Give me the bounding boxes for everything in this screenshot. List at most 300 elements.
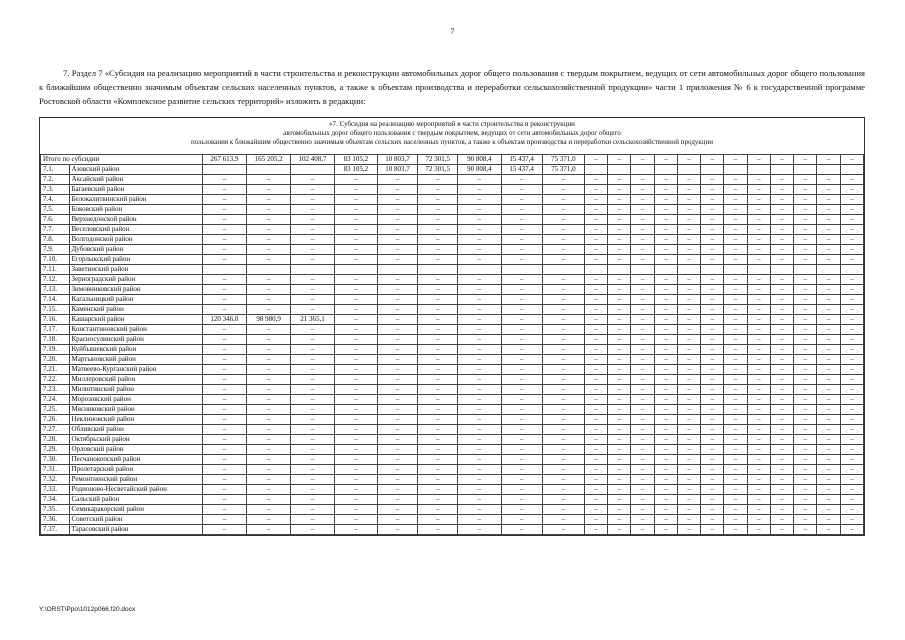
value-cell: –: [202, 335, 246, 345]
value-cell: –: [608, 205, 631, 215]
value-cell: –: [334, 355, 377, 365]
value-cell: –: [418, 525, 458, 535]
value-cell: –: [542, 445, 584, 455]
value-cell: –: [334, 205, 377, 215]
value-cell: –: [770, 485, 793, 495]
value-cell: –: [747, 515, 770, 525]
row-number: 7.31.: [41, 465, 70, 475]
value-cell: –: [794, 525, 817, 535]
value-cell: –: [202, 355, 246, 365]
value-cell: –: [542, 435, 584, 445]
district-name: Аксайский район: [69, 175, 202, 185]
value-cell: –: [631, 195, 654, 205]
value-cell: –: [770, 475, 793, 485]
value-cell: –: [377, 285, 417, 295]
value-cell: –: [747, 405, 770, 415]
value-cell: –: [677, 315, 700, 325]
value-cell: –: [202, 235, 246, 245]
value-cell: –: [654, 475, 677, 485]
value-cell: –: [247, 185, 291, 195]
value-cell: –: [794, 245, 817, 255]
value-cell: –: [334, 235, 377, 245]
district-name: Песчанокопский район: [69, 455, 202, 465]
value-cell: –: [542, 395, 584, 405]
value-cell: –: [202, 455, 246, 465]
value-cell: –: [817, 345, 840, 355]
value-cell: –: [840, 345, 863, 355]
row-number: 7.9.: [41, 245, 70, 255]
value-cell: –: [247, 425, 291, 435]
value-cell: –: [291, 445, 334, 455]
value-cell: –: [458, 525, 501, 535]
value-cell: [334, 265, 377, 275]
value-cell: –: [247, 205, 291, 215]
value-cell: –: [202, 365, 246, 375]
value-cell: –: [631, 525, 654, 535]
value-cell: –: [418, 215, 458, 225]
value-cell: –: [247, 485, 291, 495]
value-cell: –: [840, 415, 863, 425]
value-cell: –: [840, 475, 863, 485]
value-cell: –: [677, 465, 700, 475]
value-cell: –: [418, 435, 458, 445]
value-cell: –: [291, 255, 334, 265]
value-cell: –: [724, 395, 747, 405]
value-cell: –: [677, 335, 700, 345]
value-cell: –: [542, 385, 584, 395]
value-cell: [631, 165, 654, 175]
value-cell: –: [817, 365, 840, 375]
value-cell: –: [334, 245, 377, 255]
district-name: Родионово-Несветайский район: [69, 485, 202, 495]
value-cell: –: [817, 225, 840, 235]
table-row: [41, 375, 864, 385]
value-cell: –: [585, 405, 608, 415]
value-cell: –: [458, 245, 501, 255]
value-cell: –: [677, 255, 700, 265]
value-cell: –: [770, 275, 793, 285]
value-cell: –: [501, 245, 542, 255]
row-number: 7.21.: [41, 365, 70, 375]
value-cell: –: [247, 175, 291, 185]
value-cell: [724, 165, 747, 175]
value-cell: –: [334, 375, 377, 385]
value-cell: –: [677, 235, 700, 245]
value-cell: –: [334, 405, 377, 415]
value-cell: –: [334, 495, 377, 505]
value-cell: –: [654, 315, 677, 325]
value-cell: –: [840, 325, 863, 335]
value-cell: –: [724, 215, 747, 225]
value-cell: –: [585, 225, 608, 235]
value-cell: –: [291, 205, 334, 215]
value-cell: –: [840, 515, 863, 525]
value-cell: –: [247, 415, 291, 425]
table-row: [41, 475, 864, 485]
value-cell: –: [458, 415, 501, 425]
value-cell: –: [631, 395, 654, 405]
value-cell: –: [724, 325, 747, 335]
value-cell: –: [724, 185, 747, 195]
value-cell: –: [654, 435, 677, 445]
value-cell: –: [840, 225, 863, 235]
value-cell: –: [501, 335, 542, 345]
value-cell: –: [770, 345, 793, 355]
value-cell: [794, 265, 817, 275]
district-name: Константиновский район: [69, 325, 202, 335]
row-number: 7.8.: [41, 235, 70, 245]
value-cell: –: [701, 405, 724, 415]
value-cell: –: [608, 215, 631, 225]
value-cell: –: [747, 215, 770, 225]
total-value-cell: 83 105,2: [334, 155, 377, 165]
value-cell: –: [631, 235, 654, 245]
value-cell: –: [817, 355, 840, 365]
value-cell: –: [501, 515, 542, 525]
value-cell: –: [542, 415, 584, 425]
value-cell: –: [458, 405, 501, 415]
value-cell: [202, 165, 246, 175]
value-cell: –: [247, 445, 291, 455]
value-cell: –: [747, 355, 770, 365]
value-cell: –: [770, 395, 793, 405]
value-cell: –: [418, 375, 458, 385]
value-cell: –: [458, 205, 501, 215]
value-cell: –: [585, 305, 608, 315]
value-cell: –: [677, 385, 700, 395]
value-cell: –: [202, 295, 246, 305]
value-cell: –: [608, 425, 631, 435]
row-number: 7.15.: [41, 305, 70, 315]
value-cell: –: [654, 415, 677, 425]
district-name: Волгодонской район: [69, 235, 202, 245]
value-cell: [501, 265, 542, 275]
value-cell: –: [701, 345, 724, 355]
value-cell: –: [770, 355, 793, 365]
value-cell: –: [291, 485, 334, 495]
value-cell: –: [418, 365, 458, 375]
value-cell: –: [724, 485, 747, 495]
row-number: 7.2.: [41, 175, 70, 185]
value-cell: [202, 265, 246, 275]
value-cell: –: [747, 195, 770, 205]
value-cell: –: [747, 185, 770, 195]
value-cell: –: [585, 425, 608, 435]
value-cell: –: [291, 455, 334, 465]
value-cell: –: [608, 365, 631, 375]
value-cell: [247, 265, 291, 275]
value-cell: –: [501, 275, 542, 285]
table-row: [41, 345, 864, 355]
table-row: [41, 255, 864, 265]
value-cell: –: [501, 175, 542, 185]
value-cell: –: [585, 415, 608, 425]
value-cell: –: [585, 475, 608, 485]
value-cell: –: [501, 255, 542, 265]
value-cell: –: [770, 175, 793, 185]
value-cell: –: [677, 305, 700, 315]
value-cell: –: [747, 175, 770, 185]
value-cell: –: [377, 445, 417, 455]
value-cell: –: [794, 395, 817, 405]
district-name: Кагальницкий район: [69, 295, 202, 305]
value-cell: –: [840, 335, 863, 345]
value-cell: –: [654, 335, 677, 345]
value-cell: –: [247, 225, 291, 235]
value-cell: –: [377, 335, 417, 345]
value-cell: –: [377, 305, 417, 315]
value-cell: –: [501, 215, 542, 225]
value-cell: –: [501, 475, 542, 485]
value-cell: –: [747, 205, 770, 215]
value-cell: –: [817, 315, 840, 325]
district-name: Ремонтненский район: [69, 475, 202, 485]
value-cell: –: [677, 375, 700, 385]
value-cell: –: [724, 245, 747, 255]
value-cell: –: [334, 475, 377, 485]
value-cell: –: [677, 395, 700, 405]
value-cell: –: [377, 385, 417, 395]
value-cell: –: [542, 485, 584, 495]
value-cell: –: [377, 295, 417, 305]
value-cell: –: [817, 285, 840, 295]
value-cell: –: [501, 345, 542, 355]
value-cell: –: [724, 355, 747, 365]
value-cell: –: [501, 185, 542, 195]
value-cell: –: [701, 485, 724, 495]
value-cell: –: [202, 225, 246, 235]
value-cell: –: [608, 305, 631, 315]
value-cell: –: [840, 495, 863, 505]
value-cell: –: [724, 435, 747, 445]
value-cell: –: [202, 185, 246, 195]
value-cell: –: [677, 195, 700, 205]
value-cell: –: [458, 365, 501, 375]
value-cell: –: [747, 465, 770, 475]
value-cell: –: [631, 475, 654, 485]
value-cell: –: [747, 485, 770, 495]
value-cell: –: [608, 515, 631, 525]
district-name: Мартыновский район: [69, 355, 202, 365]
row-number: 7.26.: [41, 415, 70, 425]
row-number: 7.35.: [41, 505, 70, 515]
table-body: [41, 155, 864, 535]
row-number: 7.14.: [41, 295, 70, 305]
value-cell: –: [418, 425, 458, 435]
value-cell: –: [542, 375, 584, 385]
value-cell: –: [202, 385, 246, 395]
value-cell: –: [794, 335, 817, 345]
value-cell: [747, 165, 770, 175]
value-cell: –: [501, 365, 542, 375]
row-number: 7.10.: [41, 255, 70, 265]
table-row: [41, 355, 864, 365]
value-cell: –: [202, 435, 246, 445]
district-name: Зимовниковский район: [69, 285, 202, 295]
value-cell: –: [608, 505, 631, 515]
table-row: [41, 275, 864, 285]
value-cell: –: [677, 515, 700, 525]
value-cell: –: [377, 415, 417, 425]
value-cell: –: [247, 505, 291, 515]
value-cell: –: [334, 185, 377, 195]
value-cell: –: [458, 285, 501, 295]
value-cell: –: [794, 425, 817, 435]
table-row: [41, 485, 864, 495]
value-cell: –: [501, 195, 542, 205]
value-cell: –: [585, 355, 608, 365]
total-value-cell: –: [585, 155, 608, 165]
value-cell: –: [458, 495, 501, 505]
table-heading-line-2: автомобильных дорог общего пользования с твердым покрытием, ведущих от сети автомобильных дорог общего: [283, 129, 621, 137]
value-cell: –: [608, 185, 631, 195]
value-cell: –: [608, 295, 631, 305]
value-cell: –: [654, 285, 677, 295]
value-cell: –: [794, 255, 817, 265]
value-cell: –: [747, 425, 770, 435]
value-cell: –: [747, 455, 770, 465]
value-cell: –: [334, 465, 377, 475]
value-cell: –: [377, 475, 417, 485]
value-cell: –: [631, 505, 654, 515]
value-cell: –: [677, 505, 700, 515]
value-cell: –: [770, 455, 793, 465]
value-cell: –: [770, 405, 793, 415]
value-cell: –: [247, 275, 291, 285]
district-name: Обливский район: [69, 425, 202, 435]
value-cell: –: [608, 375, 631, 385]
value-cell: –: [654, 305, 677, 315]
value-cell: –: [770, 255, 793, 265]
value-cell: –: [202, 245, 246, 255]
value-cell: –: [840, 395, 863, 405]
value-cell: 10 803,7: [377, 165, 417, 175]
value-cell: –: [247, 455, 291, 465]
table-row: [41, 405, 864, 415]
district-name: Семикаракорский район: [69, 505, 202, 515]
value-cell: –: [794, 495, 817, 505]
total-value-cell: –: [654, 155, 677, 165]
value-cell: –: [585, 255, 608, 265]
value-cell: –: [677, 295, 700, 305]
value-cell: –: [418, 345, 458, 355]
district-name: Дубовский район: [69, 245, 202, 255]
value-cell: –: [247, 515, 291, 525]
value-cell: –: [458, 195, 501, 205]
value-cell: –: [542, 335, 584, 345]
value-cell: –: [247, 295, 291, 305]
value-cell: –: [608, 225, 631, 235]
value-cell: –: [840, 285, 863, 295]
value-cell: –: [334, 365, 377, 375]
value-cell: –: [724, 425, 747, 435]
value-cell: –: [770, 205, 793, 215]
value-cell: –: [794, 515, 817, 525]
total-value-cell: 15 437,4: [501, 155, 542, 165]
table-row: [41, 305, 864, 315]
value-cell: –: [747, 295, 770, 305]
value-cell: –: [247, 475, 291, 485]
value-cell: –: [724, 475, 747, 485]
value-cell: –: [542, 185, 584, 195]
row-number: 7.11.: [41, 265, 70, 275]
value-cell: –: [334, 315, 377, 325]
value-cell: –: [817, 195, 840, 205]
value-cell: –: [701, 215, 724, 225]
value-cell: –: [677, 185, 700, 195]
value-cell: –: [817, 245, 840, 255]
value-cell: –: [608, 235, 631, 245]
district-name: Боковский район: [69, 205, 202, 215]
value-cell: –: [794, 295, 817, 305]
row-number: 7.12.: [41, 275, 70, 285]
table-row: [41, 315, 864, 325]
value-cell: –: [654, 465, 677, 475]
value-cell: –: [770, 325, 793, 335]
value-cell: –: [631, 305, 654, 315]
value-cell: –: [247, 395, 291, 405]
value-cell: –: [501, 315, 542, 325]
value-cell: –: [701, 515, 724, 525]
value-cell: –: [770, 495, 793, 505]
value-cell: –: [458, 425, 501, 435]
value-cell: –: [654, 295, 677, 305]
value-cell: –: [770, 215, 793, 225]
value-cell: –: [501, 495, 542, 505]
table-row: [41, 165, 864, 175]
total-value-cell: –: [724, 155, 747, 165]
value-cell: –: [840, 175, 863, 185]
value-cell: [247, 165, 291, 175]
value-cell: –: [770, 245, 793, 255]
value-cell: –: [631, 175, 654, 185]
value-cell: –: [542, 315, 584, 325]
total-value-cell: –: [608, 155, 631, 165]
value-cell: –: [501, 465, 542, 475]
value-cell: –: [585, 375, 608, 385]
value-cell: –: [418, 395, 458, 405]
value-cell: –: [701, 325, 724, 335]
value-cell: –: [585, 285, 608, 295]
value-cell: –: [501, 355, 542, 365]
value-cell: [377, 265, 417, 275]
value-cell: –: [458, 395, 501, 405]
value-cell: –: [291, 275, 334, 285]
value-cell: –: [377, 175, 417, 185]
value-cell: –: [724, 225, 747, 235]
value-cell: –: [501, 375, 542, 385]
value-cell: –: [770, 375, 793, 385]
value-cell: –: [202, 305, 246, 315]
value-cell: –: [585, 495, 608, 505]
total-value-cell: –: [840, 155, 863, 165]
table-row: [41, 265, 864, 275]
value-cell: –: [724, 315, 747, 325]
value-cell: –: [701, 255, 724, 265]
value-cell: –: [701, 365, 724, 375]
total-value-cell: 10 803,7: [377, 155, 417, 165]
value-cell: –: [724, 365, 747, 375]
value-cell: –: [377, 195, 417, 205]
value-cell: –: [631, 355, 654, 365]
value-cell: –: [291, 465, 334, 475]
value-cell: –: [747, 505, 770, 515]
row-number: 7.27.: [41, 425, 70, 435]
value-cell: –: [770, 305, 793, 315]
value-cell: –: [794, 365, 817, 375]
value-cell: –: [542, 175, 584, 185]
value-cell: –: [631, 415, 654, 425]
